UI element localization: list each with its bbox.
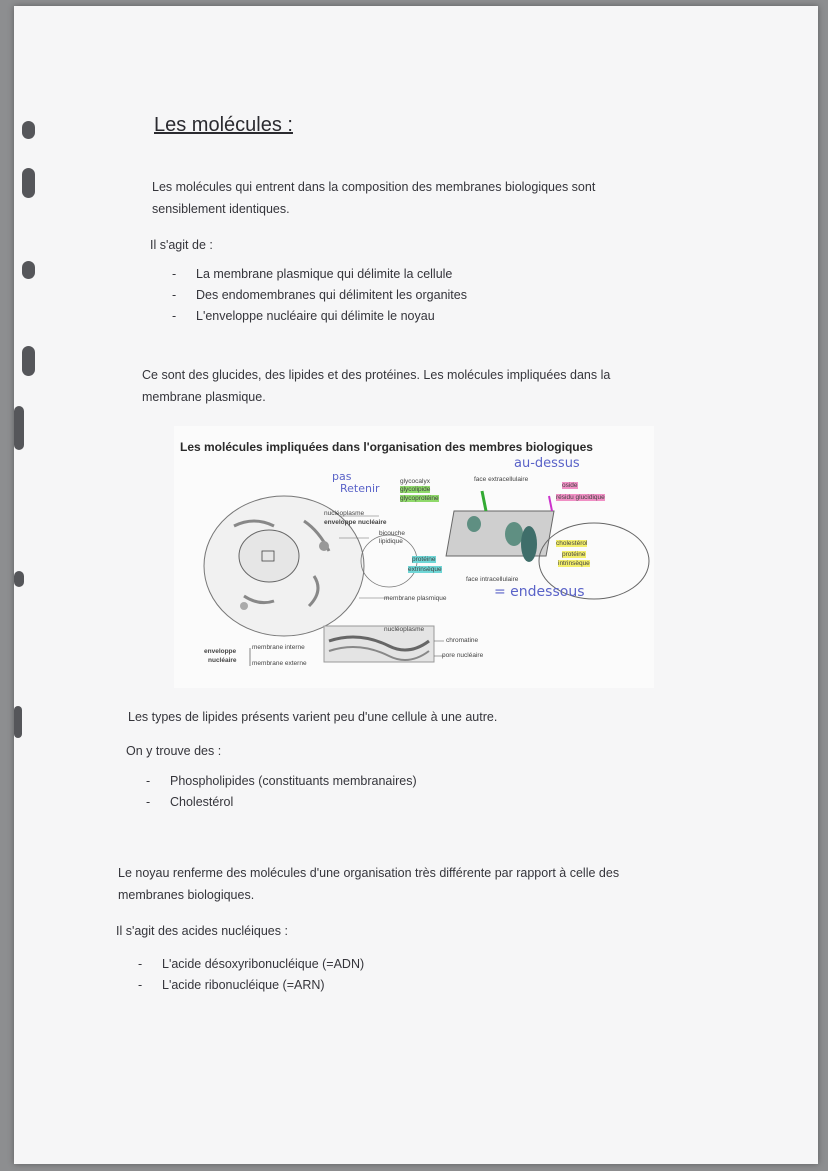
binder-hole [22,168,35,198]
membrane-list [172,264,467,327]
handwritten-retenir: Retenir [340,482,380,495]
handwritten-pas: pas [332,470,352,483]
binder-hole [22,261,35,279]
binder-hole [14,706,22,738]
label-oside: oside [562,482,578,489]
nucleus-paragraph [118,862,619,906]
label-extrinseque: extrinsèque [408,566,442,573]
list-item: - La membrane plasmique qui délimite la cellule [172,264,467,285]
label-membrane-externe: membrane externe [252,660,307,667]
label-enveloppe: enveloppe [204,648,237,655]
label-proteine-extrinseque: protéine [412,556,436,563]
list-item: - Des endomembranes qui délimitent les organites [172,285,467,306]
membrane-figure [174,426,654,688]
label-nucleoplasme: nucléoplasme [324,510,365,517]
intro-lead: Il s'agit de : [150,238,213,252]
lipids-paragraph: Les types de lipides présents varient peu d'une cellule à une autre. [128,710,498,724]
label-enveloppe-nucleaire: enveloppe nucléaire [324,519,387,526]
list-item: - L'enveloppe nucléaire qui délimite le noyau [172,306,467,327]
list-item: - Phospholipides (constituants membranaires) [146,771,417,792]
label-nucleoplasme-zoom: nucléoplasme [384,626,425,633]
label-nucleaire: nucléaire [208,657,237,664]
intro-line-1: Les molécules qui entrent dans la composition des membranes biologiques sont [152,180,596,194]
intro-paragraph [152,176,595,220]
list-item: - Cholestérol [146,792,417,813]
nucleus-line-2: membranes biologiques. [118,888,255,902]
label-pore-nucleaire: pore nucléaire [442,652,484,659]
binder-hole [14,571,24,587]
label-glycolipide: glycolipide [400,486,431,493]
figure-title: Les molécules impliquées dans l'organisation des membres biologiques [180,440,593,454]
nucleic-acid-list [138,954,364,996]
molecules-paragraph [142,364,610,408]
label-glycoproteine: glycoprotéine [400,495,439,502]
label-intrinseque: intrinsèque [558,560,590,567]
nucleus-line-1: Le noyau renferme des molécules d'une organisation très différente par rapport à celle des [118,866,620,880]
handwritten-au-dessus: au-dessus [514,456,580,471]
molecules-line-1: Ce sont des glucides, des lipides et des protéines. Les molécules impliquées dans la [142,368,611,382]
nucleus-lead: Il s'agit des acides nucléiques : [116,924,288,938]
list-item: - L'acide ribonucléique (=ARN) [138,975,364,996]
label-residu-glucidique: résidu glucidique [556,494,605,501]
label-chromatine: chromatine [446,637,479,644]
label-membrane-interne: membrane interne [252,644,305,651]
lipids-list [146,771,417,813]
binder-hole [22,121,35,139]
page-title: Les molécules : [154,114,293,136]
label-lipidique: lipidique [379,538,403,545]
handwritten-endessous: = endessous [494,584,585,600]
label-face-extracellulaire: face extracellulaire [474,476,529,483]
label-membrane-plasmique: membrane plasmique [384,595,447,602]
intro-line-2: sensiblement identiques. [152,202,290,216]
label-bicouche: bicouche [379,530,406,537]
binder-hole [14,406,24,450]
molecules-line-2: membrane plasmique. [142,390,266,404]
document-page [14,6,818,1164]
label-glycocalyx: glycocalyx [400,478,430,485]
label-proteine-intrinseque: protéine [562,551,586,558]
binder-hole [22,346,35,376]
label-face-intracellulaire: face intracellulaire [466,576,519,583]
lipids-lead: On y trouve des : [126,744,222,758]
label-cholesterol: cholestérol [556,540,588,547]
list-item: - L'acide désoxyribonucléique (=ADN) [138,954,364,975]
